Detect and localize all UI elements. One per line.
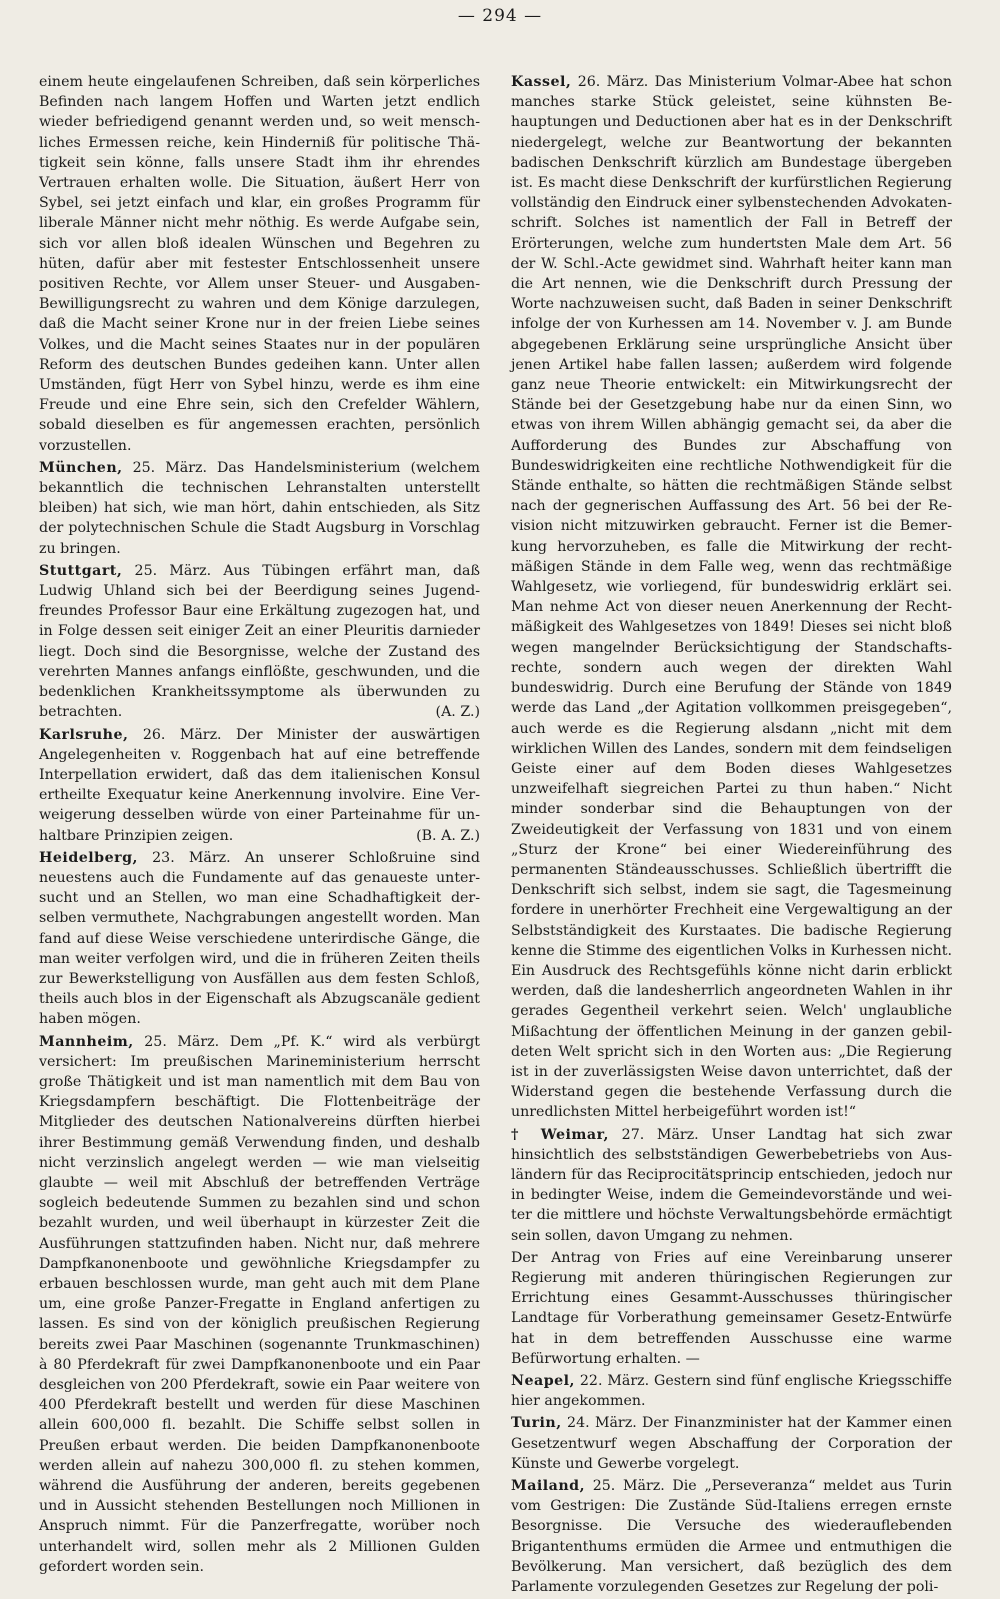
page-number: — 294 — bbox=[457, 6, 543, 26]
article-paragraph bbox=[511, 1371, 952, 1411]
article-dateline: München, bbox=[39, 459, 123, 476]
article-dateline: Kassel, bbox=[511, 74, 572, 90]
article-paragraph bbox=[511, 1248, 952, 1369]
article-dateline: Turin, bbox=[511, 1415, 562, 1432]
article-text: 25. März. Die „Perseveranza“ meldet aus Turin vom Gestrigen: Die Zustände Süd-Italiens erregen ernste Besorgnisse. Die Versuche des wiederauflebenden Brigantenthums ermüden die Armee und entmuthigen die Bevölkerung. Man versichert, daß bezüglich des dem Parlamente vorzulegenden Gesetzes zur Regelung der poli- bbox=[511, 1478, 952, 1596]
article-text: 25. März. Dem „Pf. K.“ wird als verbürgt versichert: Im preußischen Marineministerium herrscht große Thätigkeit und ist man namentlich mit dem Bau von Kriegsdampfern beschäftigt. Die Flottenbeiträge der Mitglieder des deutschen Nationalvereins dürften hierbei ihrer Bestimmung gemäß Verwendung finden, und deshalb nicht verzinslich angelegt werden — wie man vielseitig glaubte — weil mit Abschluß der betreffenden Verträge sogleich bedeutende Summen zu bezahlen sind und schon bezahlt wurden, und weil überhaupt in kürzester Zeit die Ausführungen stattzufinden haben. Nicht nur, daß mehrere Dampfkanonenboote und gewöhnliche Kriegsdampfer zu erbauen beschlossen wurde, man geht auch mit dem Plane um, eine große Panzer-Fregatte in England anfertigen zu lassen. Es sind von der königlich preußischen Regierung bereits zwei Paar Maschinen (sogenannte Trunkmaschinen) à 80 Pferdekraft für zwei Dampfkanonenboote und ein Paar desgleichen von 200 Pferdekraft, sowie ein Paar weitere von 400 Pferdekraft bestellt und werden für diese Maschinen allein 600,000 fl. bezahlt. Die Schiffe selbst sollen in Preußen erbaut werden. Die beiden Dampfkanonenboote werden allein auf nahezu 300,000 fl. zu stehen kommen, während die Ausführung der anderen, bereits gegebenen und in Aussicht stehenden Bestellungen noch Millionen in Anspruch nimmt. Für die Panzerfregatte, worüber noch unterhandelt wird, sollen mehr als 2 Millionen Gulden gefordert worden sein. bbox=[39, 1033, 481, 1575]
article-text: 25. März. Aus Tübingen erfährt man, daß Ludwig Uhland sich bei der Beerdigung seines Jugendfreundes Professor Baur eine Erkältung zugezogen hat, und in Folge dessen seit einiger Zeit an einer Pleuritis darnieder liegt. Doch sind die Besorgnisse, welche der Zustand des verehrten Mannes anfangs einflößte, geschwunden, und die bedenklichen Krankheitssymptome als überwunden zu betrachten. bbox=[39, 562, 480, 721]
article-paragraph bbox=[39, 725, 480, 846]
article-dateline: † Weimar, bbox=[511, 1126, 609, 1143]
article-dateline: Heidelberg, bbox=[39, 849, 138, 866]
article-dateline: Neapel, bbox=[511, 1373, 575, 1389]
article-dateline: Mannheim, bbox=[39, 1033, 134, 1050]
article-paragraph bbox=[39, 848, 480, 1030]
article-dateline: Karlsruhe, bbox=[39, 726, 129, 743]
article-paragraph bbox=[39, 1032, 480, 1577]
article-text: Der Antrag von Fries auf eine Vereinbarung unserer Regierung mit anderen thüringischen Regierungen zur Errichtung eines Gesammt-Ausschusses thüringischer Landtage für Vorberathung gemeinsamer Gesetz-Entwürfe hat in dem betreffenden Ausschusse eine warme Befürwortung erhalten. — bbox=[511, 1249, 952, 1367]
article-source: (B. A. Z.) bbox=[416, 827, 480, 844]
article-text: 24. März. Der Finanzminister hat der Kammer einen Gesetzentwurf wegen Abschaffung der Corporation der Künste und Gewerbe vorgelegt. bbox=[511, 1415, 952, 1472]
article-source: (A. Z.) bbox=[435, 704, 480, 721]
article-text: 25. März. Das Handelsministerium (welchem bekanntlich die technischen Lehranstalten unterstellt bleiben) hat sich, wie man hört, dahin entschieden, als Sitz der polytechnischen Schule die Stadt Augsburg in Vorschlag zu bringen. bbox=[39, 459, 480, 557]
article-paragraph bbox=[39, 458, 480, 559]
article-paragraph bbox=[511, 72, 952, 1123]
article-paragraph bbox=[511, 1125, 952, 1246]
article-dateline: Stuttgart, bbox=[39, 562, 123, 579]
article-paragraph bbox=[39, 72, 480, 456]
article-text: 27. März. Unser Landtag hat sich zwar hinsichtlich des selbstständigen Gewerbebetriebs von Ausländern für das Reciprocitätsprincip entschieden, jedoch nur in bedingter Weise, indem die Gemeindevorstände und weiter die mittlere und höchste Verwaltungsbehörde ermächtigt sein sollen, davon Umgang zu nehmen. bbox=[511, 1126, 953, 1244]
article-text: 22. März. Gestern sind fünf englische Kriegsschiffe hier angekommen. bbox=[511, 1373, 952, 1410]
article-text: 26. März. Der Minister der auswärtigen Angelegenheiten v. Roggenbach hat auf eine betreffende Interpellation erwidert, daß das dem italienischen Konsul ertheilte Exequatur keine Anerkennung involvire. Eine Verweigerung desselben würde von einer Parteinahme für unhaltbare Prinzipien zeigen. bbox=[39, 726, 480, 844]
article-dateline: Mailand, bbox=[511, 1478, 586, 1495]
article-text: 23. März. An unserer Schloßruine sind neuestens auch die Fundamente auf das genaueste untersucht und an Stellen, wo man eine Schadhaftigkeit derselben vermuthete, Nachgrabungen angestellt worden. Man fand auf diese Weise verschiedene unterirdische Gänge, die man weiter verfolgen wird, und die in früheren Zeiten theils zur Bewerkstelligung von Ausfällen aus dem festen Schloß, theils auch blos in der Eigenschaft als Abzugscanäle gedient haben mögen. bbox=[39, 849, 481, 1028]
left-column bbox=[39, 72, 480, 1579]
article-paragraph bbox=[39, 561, 480, 723]
right-column bbox=[511, 72, 952, 1599]
article-text: 26. März. Das Ministerium Volmar-Abee hat schon manches starke Stück geleistet, seine kühnsten Behauptungen und Deductionen aber hat es in der Denkschrift niedergelegt, welche zur Beantwortung der bekannten badischen Denkschrift kürzlich am Bundestage übergeben ist. Es macht diese Denkschrift der kurfürstlichen Regierung vollständig den Eindruck einer sylbenstechenden Advokatenschrift. Solches ist namentlich der Fall in Betreff der Erörterungen, welche zum hundertsten Male dem Art. 56 der W. Schl.-Acte gewidmet sind. Wahrhaft heiter kann man die Art nennen, wie die Denkschrift durch Pressung der Worte nachzuweisen sucht, daß Baden in seiner Denkschrift infolge der von Kurhessen am 14. November v. J. am Bunde abgegebenen Erklärung seine ursprüngliche Ansicht über jenen Artikel habe fallen lassen; außerdem wird folgende ganz neue Theorie entwickelt: ein Mitwirkungsrecht der Stände bei der Gesetzgebung habe nur da einen Sinn, wo etwas von ihrem Willen abhängig gemacht sei, da aber die Aufforderung des Bundes zur Abschaffung von Bundeswidrigkeiten eine rechtliche Nothwendigkeit für die Stände enthalte, so hätten die rechtmäßigen Stände selbst nach der gegnerischen Auffassung des Art. 56 bei der Revision nicht mitzuwirken gebraucht. Ferner ist die Bemerkung hervorzuheben, es falle die Mitwirkung der rechtmäßigen Stände in dem Falle weg, wenn das rechtmäßige Wahlgesetz, wie vorliegend, für bundeswidrig erklärt sei. Man nehme Act von dieser neuen Anerkennung der Rechtmäßigkeit des Wahlgesetzes von 1849! Dieses sei nicht bloß wegen mangelnder Berücksichtigung der Standschaftsrechte, sondern auch wegen der direkten Wahl bundeswidrig. Durch eine Berufung der Stände von 1849 werde das Land „der Agitation vollkommen preisgegeben“, auch werde es die Regierung alsdann „nicht mit dem wirklichen Willen des Landes, sondern mit dem feindseligen Geiste einer auf dem Boden dieses Wahlgesetzes unzweifelhaft siegreichen Partei zu thun haben.“ Nicht minder sonderbar sind die Behauptungen von der Zweideutigkeit der Verfassung von 1831 und von einem „Sturz der Krone“ bei einer Wiedereinführung des permanenten Ständeausschusses. Schließlich übertrifft die Denkschrift sich selbst, indem sie sagt, die Tagesmeinung fordere in unerhörter Frechheit eine Vergewaltigung an der Selbstständigkeit des Kurstaates. Die badische Regierung kenne die Stimme des eigentlichen Volks in Kurhessen nicht. Ein Ausdruck des Rechtsgefühls könne nicht darin erblickt werden, daß die landesherrlich angeordneten Wahlen in ihr gerades Gegentheil verkehrt seien. Welch' unglaubliche Mißachtung der öffentlichen Meinung in der ganzen gebildeten Welt spricht sich in den Worten aus: „Die Regierung ist in der zuverlässigsten Weise davon unterrichtet, daß der Widerstand gegen die bestehende Verfassung durch die unredlichsten Mittel herbeigeführt worden ist!“ bbox=[511, 74, 953, 1121]
article-text: einem heute eingelaufenen Schreiben, daß sein körperliches Befinden nach langem Hoffen und Warten jetzt endlich wieder befriedigend genannt werden und, so weit menschliches Ermessen reiche, kein Hinderniß für politische Thätigkeit sein könne, falls unsere Stadt ihm ihr ehrendes Vertrauen erhalten wolle. Die Situation, äußert Herr von Sybel, sei jetzt einfach und klar, ein großes Programm für liberale Männer nicht mehr nöthig. Es werde Aufgabe sein, sich vor allen bloß idealen Wünschen und Begehren zu hüten, dafür aber mit festester Entschlossenheit unsere positiven Rechte, vor Allem unser Steuer- und Ausgaben-Bewilligungsrecht zu wahren und dem Könige darzulegen, daß die Macht seiner Krone nur in der freien Liebe seines Volkes, und die Macht seines Staates nur in der populären Reform des deutschen Bundes gedeihen kann. Unter allen Umständen, fügt Herr von Sybel hinzu, werde es ihm eine Freude und eine Ehre sein, sich den Crefelder Wählern, sobald dieselben es für angemessen erachten, persönlich vorzustellen. bbox=[39, 74, 480, 454]
article-paragraph bbox=[511, 1413, 952, 1474]
article-paragraph bbox=[511, 1476, 952, 1597]
